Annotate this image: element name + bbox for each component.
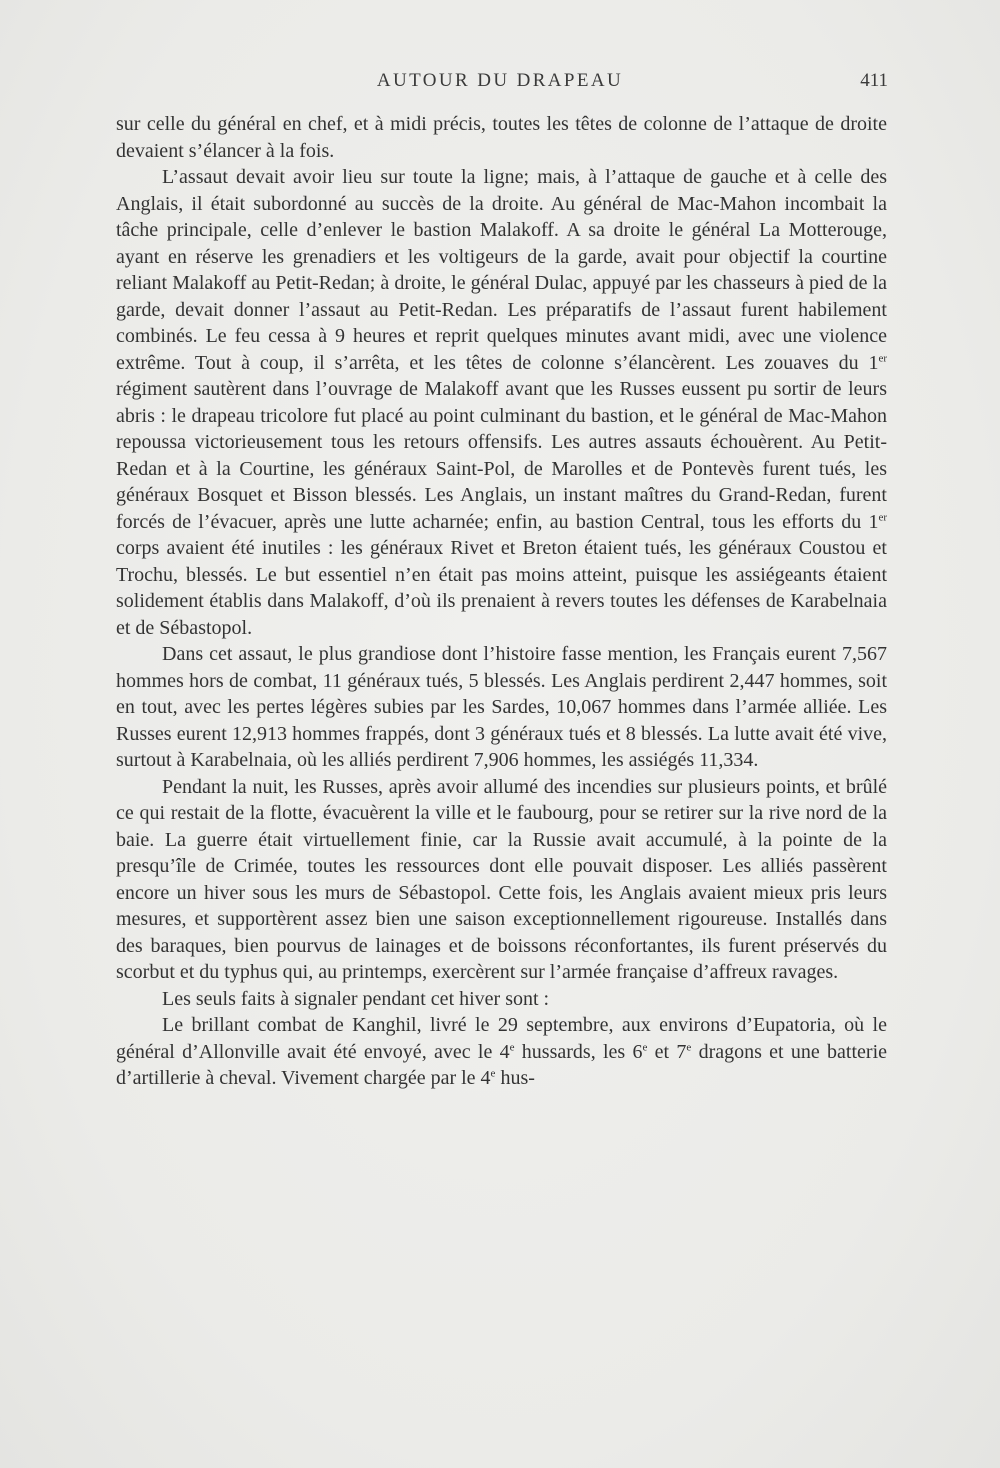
ordinal-superscript: er — [878, 510, 887, 523]
text-run: hus- — [495, 1067, 535, 1089]
paragraph: sur celle du général en chef, et à midi précis, toutes les têtes de colonne de l’attaque de droite devaient s’élancer à la fois. — [116, 113, 887, 162]
ordinal-superscript: e — [509, 1040, 515, 1053]
text-run: et 7 — [647, 1040, 687, 1063]
ordinal-superscript: e — [642, 1040, 648, 1053]
ordinal-superscript: e — [490, 1067, 496, 1080]
running-title: AUTOUR DU DRAPEAU — [376, 70, 624, 91]
text-run: corps avaient été inutiles : les généraux Rivet et Breton étaient tués, les généraux Coustou et Trochu, blessés. Le but essentiel n’en était pas moins atteint, puisque les assiégeants étaient solidement établis dans Malakoff, d’où ils prenaient à revers toutes les défenses de Karabelnaia et de Sébastopol. — [116, 537, 887, 639]
paragraph: Dans cet assaut, le plus grandiose dont l’histoire fasse mention, les Français eurent 7,567 hommes hors de combat, 11 généraux tués, 5 blessés. Les Anglais perdirent 2,447 hommes, soit en tout, avec les pertes légères subies par les Sardes, 10,067 hommes dans l’armée alliée. Les Russes eurent 12,913 hommes frappés, dont 3 généraux tués et 8 blessés. La lutte avait été vive, surtout à Karabelnaia, où les alliés perdirent 7,906 hommes, les assiégés 11,334. — [116, 643, 887, 771]
ordinal-superscript: e — [686, 1040, 692, 1053]
text-run: L’assaut devait avoir lieu sur toute la ligne; mais, à l’attaque de gauche et à celle des Anglais, il était subordonné au succès de la droite. Au général de Mac-Mahon incombait la tâche principale, celle d’enlever le bastion Malakoff. A sa droite le général La Motterouge, ayant en réserve les grenadiers et les voltigeurs de la garde, avait pour objectif la courtine reliant Malakoff au Petit-Redan; à droite, le général Dulac, appuyé par les chasseurs à pied de la garde, devait donner l’assaut au Petit-Redan. Les préparatifs de l’assaut furent habilement combinés. Le feu cessa à 9 heures et reprit quelques minutes avant midi, avec une violence extrême. Tout à coup, il s’arrêta, et les têtes de colonne s’élancèrent. Les zouaves du 1 — [116, 166, 887, 374]
text-run: Le brillant combat de Kanghil, livré le 29 septembre, aux environs d’Eupatoria, où le général d’Allonville avait été envoyé, avec le 4 — [116, 1014, 887, 1063]
paragraph — [116, 164, 887, 641]
running-header — [0, 66, 1000, 96]
body-text — [116, 111, 887, 1092]
text-run: régiment sautèrent dans l’ouvrage de Malakoff avant que les Russes eussent pu sortir de leurs abris : le drapeau tricolore fut placé au point culminant du bastion, et le général de Mac-Mahon repoussa victorieusement tous les retours offensifs. Les autres assauts échouèrent. Au Petit-Redan et à la Courtine, les généraux Saint-Pol, de Marolles et de Pontevès furent tués, les généraux Bosquet et Bisson blessés. Les Anglais, un instant maîtres du Grand-Redan, furent forcés de l’évacuer, après une lutte acharnée; enfin, au bastion Central, tous les efforts du 1 — [116, 378, 887, 533]
text-run: hussards, les 6 — [514, 1040, 643, 1063]
ordinal-superscript: er — [878, 351, 887, 364]
page-number: 411 — [860, 70, 888, 91]
paragraph: Les seuls faits à signaler pendant cet hiver sont : — [162, 987, 550, 1010]
text-run: dragons et une batterie d’artillerie à cheval. Vivement chargée par le 4 — [116, 1040, 888, 1089]
paragraph: Pendant la nuit, les Russes, après avoir allumé des incendies sur plusieurs points, et brûlé ce qui restait de la flotte, évacuèrent la ville et le faubourg, pour se retirer sur la rive nord de la baie. La guerre était virtuellement finie, car la Russie avait accumulé, à la pointe de la presqu’île de Crimée, toutes les ressources dont elle pouvait disposer. Les alliés passèrent encore un hiver sous les murs de Sébastopol. Cette fois, les Anglais avaient mieux pris leurs mesures, et supportèrent assez bien une saison exceptionnellement rigoureuse. Installés dans des baraques, bien pourvus de lainages et de boissons réconfortantes, ils furent préservés du scorbut et du typhus qui, au printemps, exercèrent sur l’armée française d’affreux ravages. — [116, 775, 887, 983]
paragraph — [116, 1012, 887, 1092]
